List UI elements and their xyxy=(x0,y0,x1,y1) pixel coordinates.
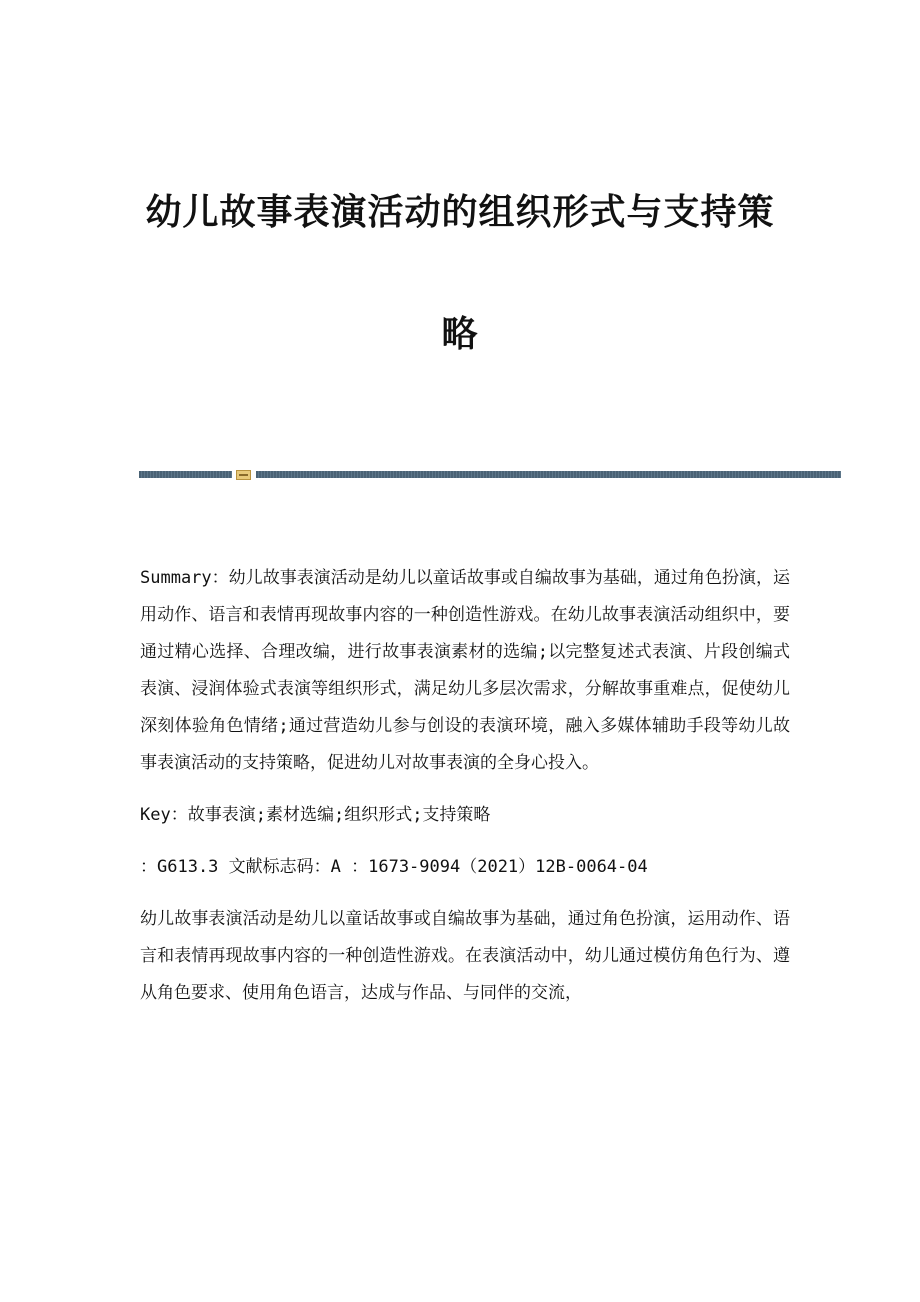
summary-paragraph xyxy=(140,560,790,782)
summary-text: 幼儿故事表演活动是幼儿以童话故事或自编故事为基础，通过角色扮演，运用动作、语言和表情再现故事内容的一种创造性游戏。在幼儿故事表演活动组织中，要通过精心选择、合理改编，进行故事表演素材的选编;以完整复述式表演、片段创编式表演、浸润体验式表演等组织形式，满足幼儿多层次需求，分解故事重难点，促使幼儿深刻体验角色情绪;通过营造幼儿参与创设的表演环境，融入多媒体辅助手段等幼儿故事表演活动的支持策略，促进幼儿对故事表演的全身心投入。 xyxy=(140,568,790,773)
classification-line: ：G613.3 文献标志码：A ：1673-9094（2021）12B-0064-04 xyxy=(140,857,648,877)
keywords-line xyxy=(140,797,790,834)
document-body xyxy=(140,560,790,1012)
keywords-text: 故事表演;素材选编;组织形式;支持策略 xyxy=(187,805,491,825)
divider-bar-right xyxy=(256,471,841,478)
keywords-label: Key： xyxy=(140,805,188,825)
body-paragraph: 幼儿故事表演活动是幼儿以童话故事或自编故事为基础，通过角色扮演，运用动作、语言和表情再现故事内容的一种创造性游戏。在表演活动中，幼儿通过模仿角色行为、遵从角色要求、使用角色语言，达成与作品、与同伴的交流， xyxy=(140,909,790,1003)
title-line-1: 幼儿故事表演活动的组织形式与支持策 xyxy=(145,191,775,233)
document-title xyxy=(0,182,920,364)
summary-label: Summary： xyxy=(140,568,229,588)
envelope-icon xyxy=(236,470,251,480)
title-divider xyxy=(139,470,841,479)
title-line-2: 略 xyxy=(441,313,479,355)
divider-bar-left xyxy=(139,471,232,478)
